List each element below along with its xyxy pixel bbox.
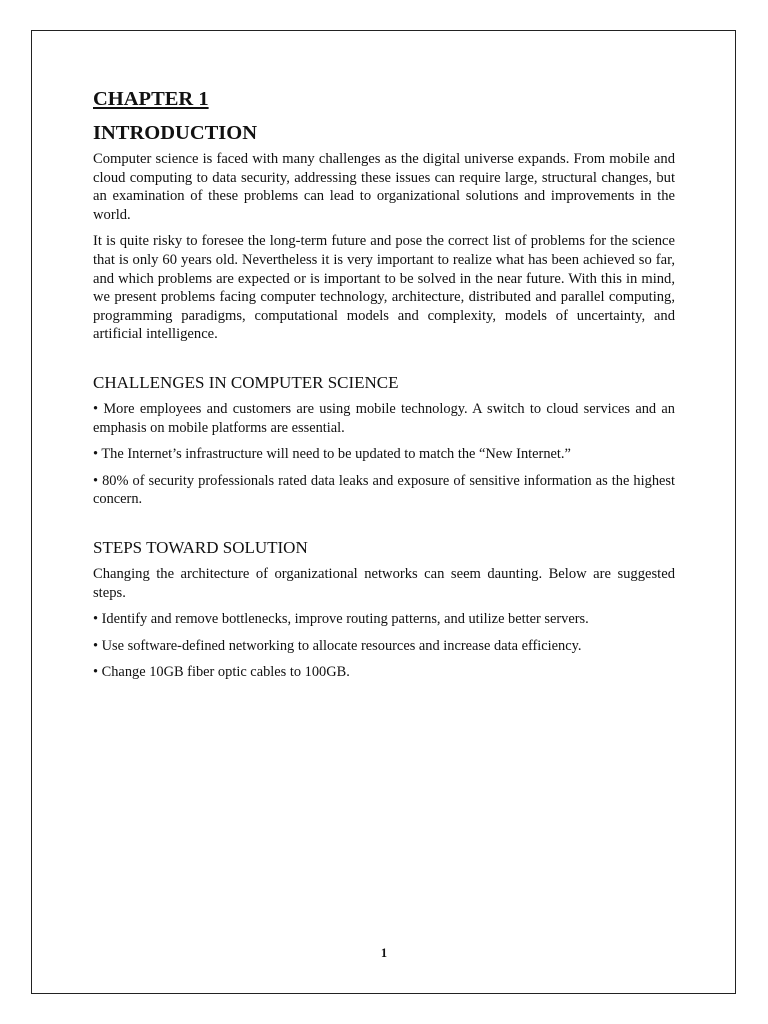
step-bullet-1: • Identify and remove bottlenecks, improve routing patterns, and utilize better servers. <box>93 611 589 628</box>
document-body <box>93 86 675 682</box>
intro-paragraph-2: It is quite risky to foresee the long-term future and pose the correct list of problems for the science that is only 60 years old. Nevertheless it is very important to realize what has been achieved so far, and which problems are expected or is important to be solved in the near future. With this in mind, we present problems facing computer technology, architecture, distributed and parallel computing, programming paradigms, computational models and complexity, models of uncertainty, and artificial intelligence. <box>93 233 675 343</box>
steps-intro-paragraph: Changing the architecture of organizational networks can seem daunting. Below are suggested steps. <box>93 565 675 601</box>
step-bullet-3: • Change 10GB fiber optic cables to 100GB. <box>93 664 350 681</box>
challenge-bullet-1: • More employees and customers are using mobile technology. A switch to cloud services and an emphasis on mobile platforms are essential. <box>93 400 675 436</box>
challenge-bullet-2: • The Internet’s infrastructure will need to be updated to match the “New Internet.” <box>93 446 571 463</box>
chapter-title: INTRODUCTION <box>93 122 258 144</box>
steps-heading: STEPS TOWARD SOLUTION <box>93 537 308 557</box>
challenge-bullet-3: • 80% of security professionals rated data leaks and exposure of sensitive information as the highest concern. <box>93 472 675 508</box>
challenges-heading: CHALLENGES IN COMPUTER SCIENCE <box>93 372 399 392</box>
intro-paragraph-1: Computer science is faced with many challenges as the digital universe expands. From mobile and cloud computing to data security, addressing these issues can require large, structural changes, but an examination of these problems can lead to organizational solutions and improvements in the world. <box>93 151 675 223</box>
page-number: 1 <box>380 946 388 960</box>
chapter-label: CHAPTER 1 <box>93 88 209 110</box>
step-bullet-2: • Use software-defined networking to allocate resources and increase data efficiency. <box>93 637 582 654</box>
